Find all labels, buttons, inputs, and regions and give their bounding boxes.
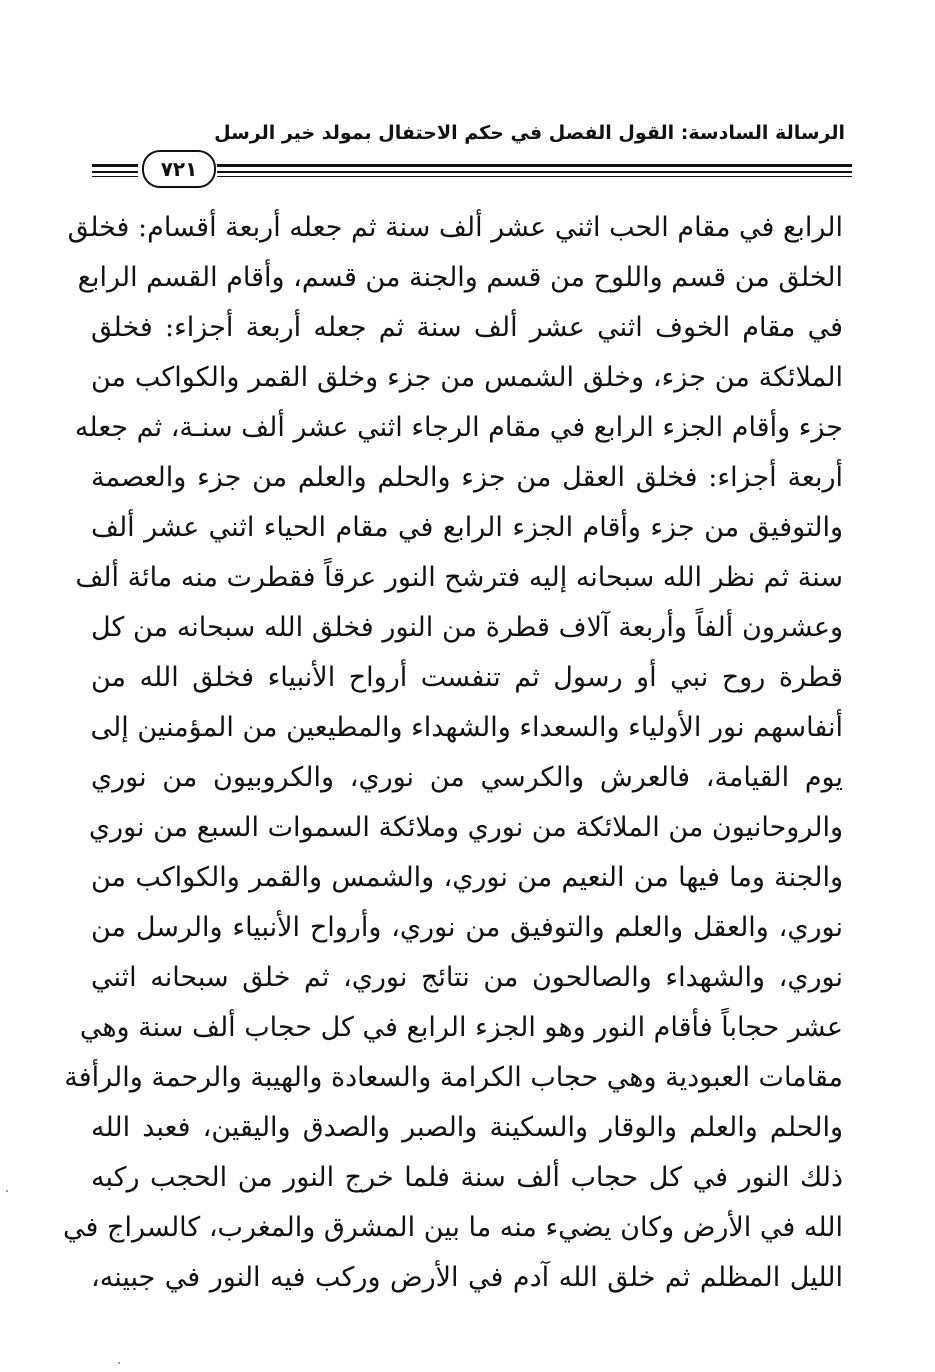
header-rule-left-thin [92, 176, 138, 177]
scan-speck [118, 1362, 120, 1364]
text-line: والروحانيون من الملائكة من نوري وملائكة السموات السبع من نوري [88, 812, 843, 843]
scan-speck [6, 1190, 8, 1192]
text-line: والتوفيق من جزء وأقام الجزء الرابع في مقام الحياء اثني عشر ألف [91, 512, 843, 543]
page-number-badge [142, 150, 216, 188]
text-line: نوري، والعقل والعلم والتوفيق من نوري، وأرواح الأنبياء والرسل من [91, 912, 843, 943]
text-line: جزء وأقام الجزء الرابع في مقام الرجاء اثني عشر ألف سنـة، ثم جعله [74, 412, 843, 443]
text-line: والحلم والعلم والوقار والسكينة والصبر والصدق واليقين، فعبد الله [91, 1112, 843, 1143]
text-line: الملائكة من جزء، وخلق الشمس من جزء وخلق القمر والكواكب من [91, 362, 843, 393]
text-line: يوم القيامة، فالعرش والكرسي من نوري، والكروبيون من نوري [91, 762, 843, 793]
text-line: الليل المظلم ثم خلق الله آدم في الأرض وركب فيه النور في جبينه، [91, 1262, 843, 1293]
text-line: ذلك النور في كل حجاب ألف سنة فلما خرج النور من الحجب ركبه [91, 1162, 843, 1193]
text-line: والجنة وما فيها من النعيم من نوري، والشمس والقمر والكواكب من [91, 862, 843, 893]
text-line: قطرة روح نبي أو رسول ثم تنفست أرواح الأنبياء فخلق الله من [91, 662, 843, 693]
text-line: في مقام الخوف اثني عشر ألف سنة ثم جعله أربعة أجزاء: فخلق [91, 312, 843, 343]
text-line: مقامات العبودية وهي حجاب الكرامة والسعادة والهيبة والرحمة والرأفة [64, 1062, 843, 1093]
text-line: أربعة أجزاء: فخلق العقل من جزء والحلم والعلم من جزء والعصمة [91, 462, 843, 493]
body-text [63, 203, 843, 1303]
text-line: نوري، والشهداء والصالحون من نتائج نوري، ثم خلق سبحانه اثني [91, 962, 843, 993]
text-line: عشر حجاباً فأقام النور وهو الجزء الرابع في كل حجاب ألف سنة وهي [79, 1012, 843, 1043]
header-rule-right-thin [217, 176, 852, 177]
header-rule [92, 150, 852, 190]
text-line: وعشرون ألفاً وأربعة آلاف قطرة من النور فخلق الله سبحانه من كل [91, 612, 843, 643]
header-rule-left-thick [92, 164, 138, 173]
text-line: الرابع في مقام الحب اثني عشر ألف سنة ثم جعله أربعة أقسام: فخلق [67, 212, 843, 243]
text-line: أنفاسهم نور الأولياء والسعداء والشهداء والمطيعين من المؤمنين إلى [90, 712, 843, 743]
text-line: سنة ثم نظر الله سبحانه إليه فترشح النور عرقاً فقطرت منه مائة ألف [75, 562, 843, 593]
running-header-title: الرسالة السادسة: القول الفصل في حكم الاحتفال بمولد خير الرسل [214, 122, 845, 144]
header-rule-right-thick [217, 164, 852, 173]
text-line: الخلق من قسم واللوح من قسم والجنة من قسم، وأقام القسم الرابع [77, 262, 843, 293]
text-line: الله في الأرض وكان يضيء منه ما بين المشرق والمغرب، كالسراج في [63, 1212, 843, 1243]
page-number: ٧٢١ [160, 157, 198, 181]
